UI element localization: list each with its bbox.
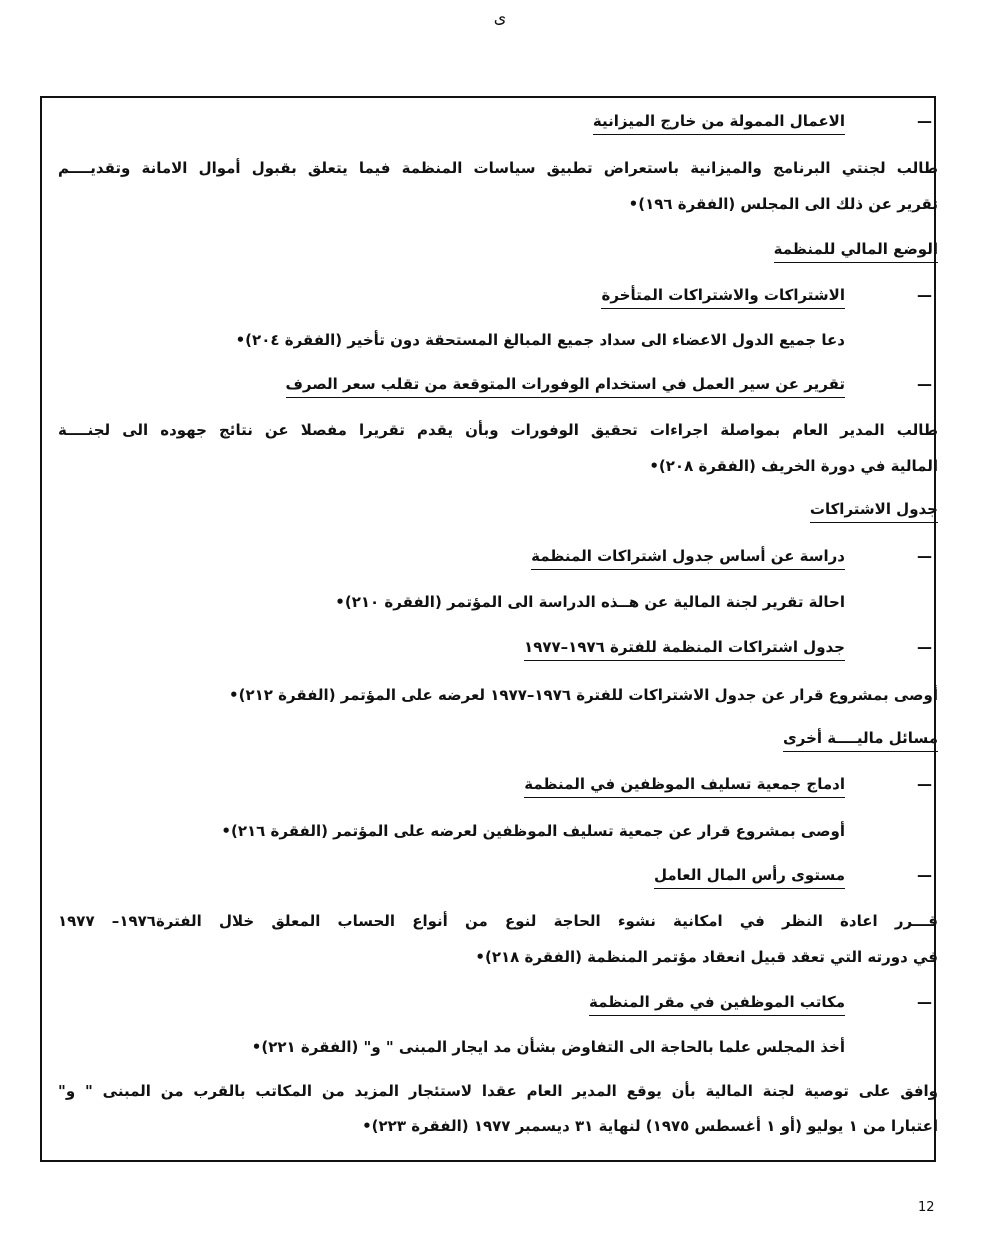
paragraph-line: احالة تقرير لجنة المالية عن هــذه الدراسة الى المؤتمر (الفقرة ٢١٠)•: [335, 593, 845, 611]
paragraph-line: وافق على توصية لجنة المالية بأن يوقع المدير العام عقدا لاستئجار المزيد من المكاتب بالقرب من المبنى " و": [58, 1082, 938, 1100]
paragraph-line: المالية في دورة الخريف (الفقرة ٢٠٨)•: [649, 457, 938, 475]
dash-bullet: —: [917, 638, 932, 656]
paragraph-line: أوصى بمشروع قرار عن جمعية تسليف الموظفين لعرضه على المؤتمر (الفقرة ٢١٦)•: [221, 822, 845, 840]
heading-scale-of-contributions: جدول الاشتراكات: [810, 500, 938, 523]
paragraph-line: اعتبارا من ١ يوليو (أو ١ أغسطس ١٩٧٥) لنهاية ٣١ ديسمبر ١٩٧٧ (الفقرة ٢٢٣)•: [362, 1117, 938, 1135]
paragraph-line: في دورته التي تعقد قبيل انعقاد مؤتمر المنظمة (الفقرة ٢١٨)•: [475, 948, 938, 966]
section-title-credit-union: ادماج جمعية تسليف الموظفين في المنظمة: [524, 775, 845, 798]
page-number: 12: [918, 1200, 935, 1215]
section-title-extrabudgetary: الاعمال الممولة من خارج الميزانية: [593, 112, 845, 135]
dash-bullet: —: [917, 993, 932, 1011]
dash-bullet: —: [917, 112, 932, 130]
paragraph-line: أوصى بمشروع قرار عن جدول الاشتراكات للفترة ١٩٧٦–١٩٧٧ لعرضه على المؤتمر (الفقرة ٢١٢)•: [229, 686, 938, 704]
dash-bullet: —: [917, 866, 932, 884]
section-title-savings-report: تقرير عن سير العمل في استخدام الوفورات المتوقعة من تقلب سعر الصرف: [286, 375, 846, 398]
paragraph-line: تقرير عن ذلك الى المجلس (الفقرة ١٩٦)•: [628, 195, 938, 213]
dash-bullet: —: [917, 775, 932, 793]
heading-financial-situation: الوضع المالي للمنظمة: [774, 240, 938, 263]
section-title-contributions: الاشتراكات والاشتراكات المتأخرة: [601, 286, 845, 309]
page-header-letter: ى: [493, 8, 507, 27]
paragraph-line: طالب المدير العام بمواصلة اجراءات تحقيق الوفورات وبأن يقدم تقريرا مفصلا عن نتائج جهوده الى لجنــــة: [58, 421, 938, 439]
paragraph-line: دعا جميع الدول الاعضاء الى سداد جميع المبالغ المستحقة دون تأخير (الفقرة ٢٠٤)•: [235, 331, 845, 349]
dash-bullet: —: [917, 286, 932, 304]
section-title-staff-offices: مكاتب الموظفين في مقر المنظمة: [589, 993, 845, 1016]
heading-other-financial-matters: مسائل ماليــــة أخرى: [783, 729, 938, 752]
dash-bullet: —: [917, 547, 932, 565]
paragraph-line: طالب لجنتي البرنامج والميزانية باستعراض تطبيق سياسات المنظمة فيما يتعلق بقبول أموال الامانة وتقديــــم: [58, 159, 938, 177]
section-title-scale-study: دراسة عن أساس جدول اشتراكات المنظمة: [531, 547, 845, 570]
paragraph-line: قـــرر اعادة النظر في امكانية نشوء الحاجة لنوع من أنواع الحساب المعلق خلال الفترة١٩٧٦– ١٩٧٧: [58, 912, 938, 930]
dash-bullet: —: [917, 375, 932, 393]
paragraph-line: أخذ المجلس علما بالحاجة الى التفاوض بشأن مد ايجار المبنى " و" (الفقرة ٢٢١)•: [251, 1038, 845, 1056]
section-title-working-capital: مستوى رأس المال العامل: [654, 866, 845, 889]
section-title-scale-1976-1977: جدول اشتراكات المنظمة للفترة ١٩٧٦–١٩٧٧: [524, 638, 845, 661]
